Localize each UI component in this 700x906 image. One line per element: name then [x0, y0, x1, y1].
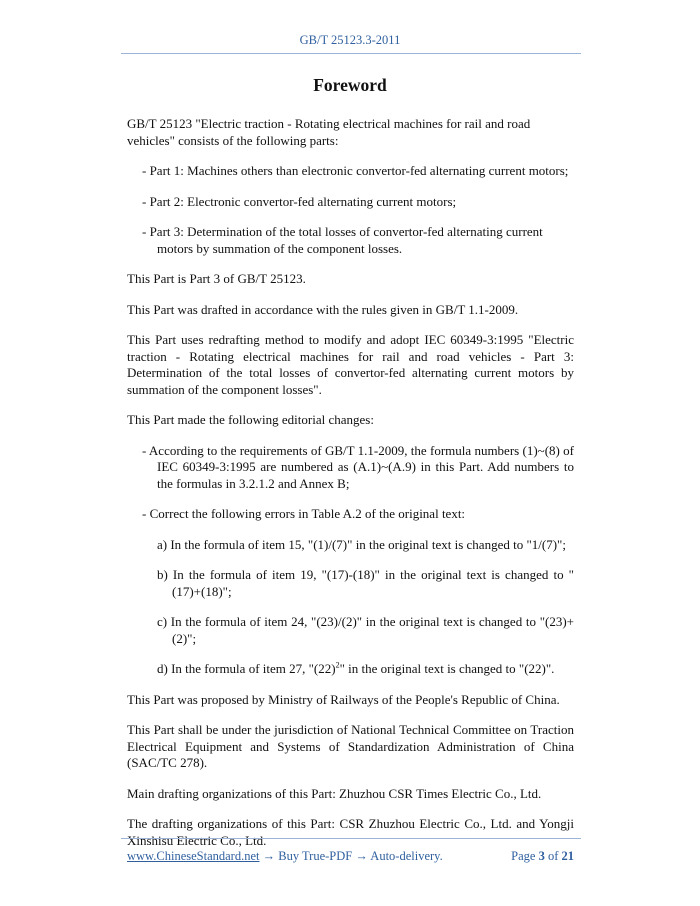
item-d-text-start: d) In the formula of item 27, "(22) — [157, 661, 336, 676]
part-1-item: - Part 1: Machines others than electronic convertor-fed alternating current motors; — [142, 163, 569, 178]
part-3-item: - Part 3: Determination of the total losses of convertor-fed alternating current motors by summation of the component losses. — [142, 224, 543, 256]
page-footer — [127, 849, 574, 864]
header-divider — [121, 53, 581, 54]
intro-paragraph: GB/T 25123 "Electric traction - Rotating electrical machines for rail and road vehicles" consists of the following parts: — [127, 116, 531, 148]
current-page-number: 3 — [538, 849, 545, 863]
item-d-text-end: " in the original text is changed to "(22)". — [339, 661, 555, 676]
correction-item-c: c) In the formula of item 24, "(23)/(2)" in the original text is changed to "(23)+(2)"; — [157, 614, 574, 646]
correction-item-a: a) In the formula of item 15, "(1)/(7)" in the original text is changed to "1/(7)"; — [157, 536, 566, 552]
website-link[interactable]: www.ChineseStandard.net — [127, 849, 260, 863]
of-label: of — [544, 849, 562, 863]
proposed-paragraph: This Part was proposed by Ministry of Railways of the People's Republic of China. — [127, 691, 560, 707]
redraft-paragraph: This Part uses redrafting method to modify and adopt IEC 60349-3:1995 "Electric traction - Rotating electrical machines for rail and road vehicles - Part 3: Determination of the total losses of convertor-fed alternating current motors by summation of the component losses". — [127, 332, 574, 397]
drafted-paragraph: This Part was drafted in accordance with the rules given in GB/T 1.1-2009. — [127, 301, 519, 317]
footer-tagline: → Buy True-PDF → Auto-delivery. — [259, 849, 443, 863]
correction-item-d — [157, 661, 574, 678]
editorial-change-1: - According to the requirements of GB/T 1.1-2009, the formula numbers (1)~(8) of IEC 60349-3:1995 are numbered as (A.1)~(A.9) in this Part. Add numbers to the formulas in 3.2.1.2 and Annex B; — [142, 442, 574, 491]
this-part-paragraph: This Part is Part 3 of GB/T 25123. — [127, 271, 306, 286]
footer-divider — [121, 838, 581, 839]
item-d-superscript: 2 — [335, 660, 340, 670]
page-label: Page — [511, 849, 539, 863]
running-header: GB/T 25123.3-2011 — [299, 33, 401, 47]
drafting-organizations-paragraph: The drafting organizations of this Part: CSR Zhuzhou Electric Co., Ltd. and Yongji Xinshisu Electric Co., Ltd. — [127, 816, 574, 848]
correction-item-b: b) In the formula of item 19, "(17)-(18)" in the original text is changed to "(17)+(18)"; — [157, 567, 574, 599]
page-indicator — [511, 849, 574, 864]
editorial-paragraph: This Part made the following editorial changes: — [127, 412, 374, 427]
page-title: Foreword — [313, 75, 387, 95]
document-body — [127, 116, 574, 863]
editorial-change-2: - Correct the following errors in Table A.2 of the original text: — [142, 506, 466, 521]
main-organization-paragraph: Main drafting organizations of this Part: Zhuzhou CSR Times Electric Co., Ltd. — [127, 785, 542, 801]
part-2-item: - Part 2: Electronic convertor-fed alternating current motors; — [142, 193, 457, 209]
jurisdiction-paragraph: This Part shall be under the jurisdiction of National Technical Committee on Traction Electrical Equipment and Systems of Standardization Administration of China (SAC/TC 278). — [127, 722, 574, 770]
total-pages-number: 21 — [561, 849, 574, 863]
